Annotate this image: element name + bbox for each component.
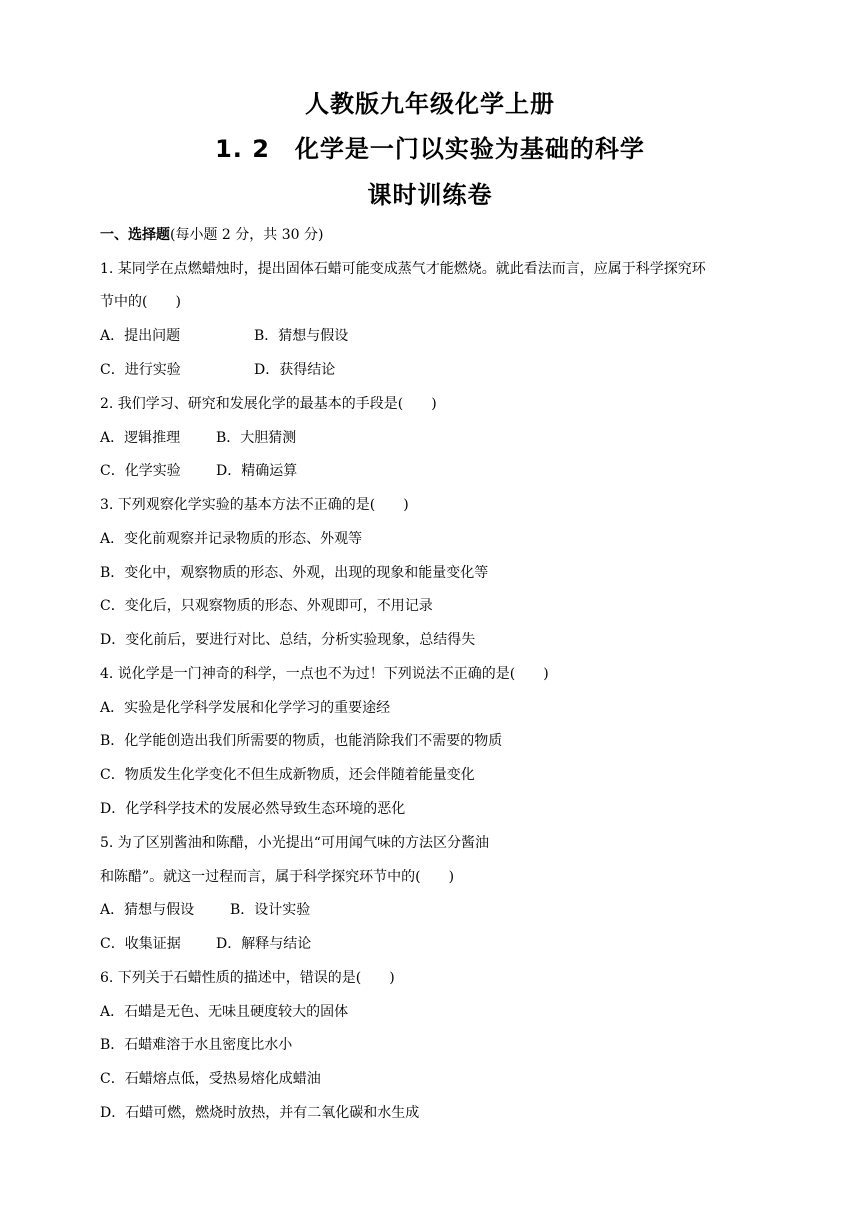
question-5-option-b: B．设计实验 xyxy=(230,902,311,918)
question-1-stem-line1: 1. 某同学在点燃蜡烛时，提出固体石蜡可能变成蒸气才能燃烧。就此看法而言，应属于科学探究环 xyxy=(100,261,706,277)
question-5-option-a: A．猜想与假设 xyxy=(100,902,195,918)
question-1-stem-line2: 节中的( ) xyxy=(100,294,181,310)
worksheet-subtitle: 课时训练卷 xyxy=(367,181,493,209)
question-4-option-a: A．实验是化学科学发展和化学学习的重要途经 xyxy=(100,700,391,716)
section-score-note: (每小题 2 分，共 30 分) xyxy=(170,227,324,243)
question-1-options-row1 xyxy=(100,326,780,346)
question-2-stem: 2. 我们学习、研究和发展化学的最基本的手段是( ) xyxy=(100,396,437,412)
question-6-stem: 6. 下列关于石蜡性质的描述中，错误的是( ) xyxy=(100,970,395,986)
section-heading-label: 一、选择题 xyxy=(100,227,170,243)
question-1-options-row2 xyxy=(100,360,780,380)
question-3-stem: 3. 下列观察化学实验的基本方法不正确的是( ) xyxy=(100,497,409,513)
question-1-option-a: A．提出问题 xyxy=(100,328,181,344)
question-2-option-a: A．逻辑推理 xyxy=(100,430,181,446)
question-5-option-c: C．收集证据 xyxy=(100,936,181,952)
document-title: 人教版九年级化学上册 xyxy=(305,90,555,118)
question-5-stem-line1: 5. 为了区别酱油和陈醋，小光提出“可用闻气味的方法区分酱油 xyxy=(100,835,489,851)
question-3-option-c: C．变化后，只观察物质的形态、外观即可，不用记录 xyxy=(100,598,433,614)
question-3-option-d: D．变化前后，要进行对比、总结，分析实验现象，总结得失 xyxy=(100,632,476,648)
question-2-options-row1 xyxy=(100,428,780,448)
question-3-option-a: A．变化前观察并记录物质的形态、外观等 xyxy=(100,531,363,547)
question-4-option-c: C．物质发生化学变化不但生成新物质，还会伴随着能量变化 xyxy=(100,767,475,783)
question-6-option-a: A．石蜡是无色、无味且硬度较大的固体 xyxy=(100,1004,349,1020)
question-2-option-d: D．精确运算 xyxy=(216,463,298,479)
lesson-title: 1. 2 化学是一门以实验为基础的科学 xyxy=(215,135,645,163)
question-6-option-d: D．石蜡可燃，燃烧时放热，并有二氧化碳和水生成 xyxy=(100,1105,420,1121)
question-1-option-d: D．获得结论 xyxy=(254,362,336,378)
question-2-option-c: C．化学实验 xyxy=(100,463,181,479)
question-6-option-b: B．石蜡难溶于水且密度比水小 xyxy=(100,1037,293,1053)
question-2-options-row2 xyxy=(100,461,780,481)
question-5-stem-line2: 和陈醋”。就这一过程而言，属于科学探究环节中的( ) xyxy=(100,869,455,885)
question-6-option-c: C．石蜡熔点低，受热易熔化成蜡油 xyxy=(100,1071,321,1087)
question-5-options-row2 xyxy=(100,934,780,954)
question-5-option-d: D．解释与结论 xyxy=(216,936,312,952)
question-4-stem: 4. 说化学是一门神奇的科学，一点也不为过！下列说法不正确的是( ) xyxy=(100,666,549,682)
question-3-option-b: B．变化中，观察物质的形态、外观，出现的现象和能量变化等 xyxy=(100,565,489,581)
question-5-options-row1 xyxy=(100,900,780,920)
question-4-option-b: B．化学能创造出我们所需要的物质，也能消除我们不需要的物质 xyxy=(100,733,503,749)
section-heading xyxy=(100,225,780,245)
question-1-option-c: C．进行实验 xyxy=(100,362,181,378)
question-2-option-b: B．大胆猜测 xyxy=(216,430,297,446)
question-1-option-b: B．猜想与假设 xyxy=(254,328,349,344)
question-4-option-d: D．化学科学技术的发展必然导致生态环境的恶化 xyxy=(100,801,406,817)
